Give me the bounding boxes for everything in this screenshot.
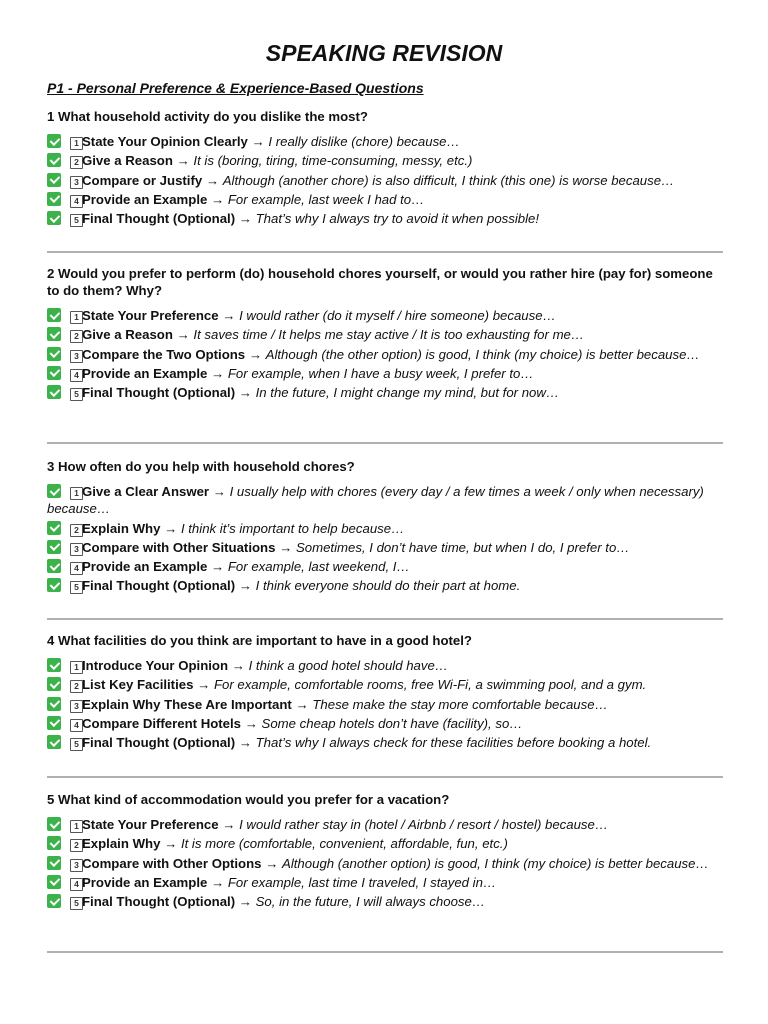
arrow-icon: → bbox=[211, 559, 225, 575]
answer-step bbox=[47, 210, 723, 227]
answer-step bbox=[47, 191, 723, 208]
step-example-text: I usually help with chores (every day / a few times a week / only when necessary) because… bbox=[47, 484, 704, 517]
step-example-text: Although (another option) is good, I think (my choice) is better because… bbox=[282, 855, 709, 871]
step-label: Give a Clear Answer bbox=[82, 484, 210, 499]
arrow-icon: → bbox=[231, 658, 245, 673]
step-example-text: So, in the future, I will always choose… bbox=[255, 894, 486, 910]
arrow-icon: → bbox=[164, 836, 178, 852]
arrow-icon: → bbox=[238, 735, 252, 751]
step-label: State Your Opinion Clearly bbox=[82, 134, 248, 149]
step-label: Compare the Two Options bbox=[82, 346, 246, 362]
answer-steps-list bbox=[47, 483, 723, 595]
check-mark-icon bbox=[47, 484, 61, 498]
question-section bbox=[47, 108, 723, 229]
arrow-icon: → bbox=[244, 715, 258, 731]
answer-step bbox=[47, 346, 723, 363]
step-example-text: Some cheap hotels don’t have (facility), so… bbox=[261, 715, 523, 731]
check-mark-icon bbox=[47, 658, 61, 672]
question-heading: 5 What kind of accommodation would you prefer for a vacation? bbox=[47, 792, 450, 807]
step-label: Final Thought (Optional) bbox=[82, 735, 236, 751]
step-number-icon: 4 bbox=[70, 562, 83, 575]
check-mark-icon bbox=[47, 817, 61, 831]
check-mark-icon bbox=[47, 211, 61, 225]
arrow-icon: → bbox=[238, 385, 252, 401]
arrow-icon: → bbox=[197, 677, 211, 693]
step-example-text: Although (another chore) is also difficult, I think (this one) is worse because… bbox=[222, 172, 675, 188]
step-label: Explain Why These Are Important bbox=[82, 696, 292, 712]
answer-step bbox=[47, 816, 723, 833]
arrow-icon: → bbox=[212, 484, 226, 499]
step-example-text: That’s why I always try to avoid it when possible! bbox=[255, 211, 540, 227]
section-divider bbox=[47, 618, 723, 620]
step-number-icon: 2 bbox=[70, 680, 83, 693]
check-mark-icon bbox=[47, 894, 61, 908]
step-example-text: That’s why I always check for these facilities before booking a hotel. bbox=[255, 735, 652, 751]
step-example-text: For example, last week I had to… bbox=[227, 191, 425, 207]
step-label: Provide an Example bbox=[82, 874, 208, 890]
step-label: Compare with Other Situations bbox=[82, 539, 276, 555]
check-mark-icon bbox=[47, 153, 61, 167]
question-section bbox=[47, 632, 723, 753]
step-number-icon: 1 bbox=[70, 661, 83, 674]
step-number-icon: 5 bbox=[70, 897, 83, 910]
arrow-icon: → bbox=[295, 696, 309, 712]
arrow-icon: → bbox=[238, 578, 252, 594]
step-label: Compare with Other Options bbox=[82, 855, 262, 871]
check-mark-icon bbox=[47, 735, 61, 749]
step-example-text: I think everyone should do their part at home. bbox=[255, 578, 521, 594]
arrow-icon: → bbox=[164, 520, 178, 536]
arrow-icon: → bbox=[238, 894, 252, 910]
step-number-icon: 3 bbox=[70, 176, 83, 189]
step-number-icon: 1 bbox=[70, 487, 83, 500]
check-mark-icon bbox=[47, 875, 61, 889]
check-mark-icon bbox=[47, 856, 61, 870]
arrow-icon: → bbox=[211, 365, 225, 381]
check-mark-icon bbox=[47, 716, 61, 730]
arrow-icon: → bbox=[222, 817, 236, 832]
answer-steps-list bbox=[47, 657, 723, 751]
check-mark-icon bbox=[47, 308, 61, 322]
check-mark-icon bbox=[47, 385, 61, 399]
arrow-icon: → bbox=[211, 874, 225, 890]
step-example-text: I think a good hotel should have… bbox=[248, 658, 448, 673]
section-divider bbox=[47, 251, 723, 253]
check-mark-icon bbox=[47, 134, 61, 148]
section-divider bbox=[47, 776, 723, 778]
question-heading: 3 How often do you help with household chores? bbox=[47, 459, 355, 474]
step-label: Provide an Example bbox=[82, 559, 208, 575]
step-number-icon: 5 bbox=[70, 738, 83, 751]
step-label: State Your Preference bbox=[82, 817, 219, 832]
answer-step bbox=[47, 326, 723, 343]
question-heading: 2 Would you prefer to perform (do) household chores yourself, or would you rather hire (pay for) someone to do them? Why? bbox=[47, 266, 713, 298]
answer-step bbox=[47, 483, 723, 518]
step-label: Explain Why bbox=[82, 836, 161, 852]
step-label: List Key Facilities bbox=[82, 677, 194, 693]
step-number-icon: 4 bbox=[70, 878, 83, 891]
step-number-icon: 5 bbox=[70, 581, 83, 594]
answer-step bbox=[47, 172, 723, 189]
step-number-icon: 5 bbox=[70, 388, 83, 401]
question-section bbox=[47, 458, 723, 597]
check-mark-icon bbox=[47, 677, 61, 691]
answer-step bbox=[47, 365, 723, 382]
answer-step bbox=[47, 307, 723, 324]
step-number-icon: 4 bbox=[70, 719, 83, 732]
step-example-text: I think it’s important to help because… bbox=[180, 520, 405, 536]
arrow-icon: → bbox=[205, 172, 220, 188]
step-label: Compare or Justify bbox=[82, 172, 203, 188]
step-label: Compare Different Hotels bbox=[82, 715, 242, 731]
step-example-text: It is more (comfortable, convenient, affordable, fun, etc.) bbox=[180, 836, 508, 852]
answer-step bbox=[47, 874, 723, 891]
answer-steps-list bbox=[47, 307, 723, 401]
section-divider bbox=[47, 442, 723, 444]
answer-step bbox=[47, 835, 723, 852]
answer-steps-list bbox=[47, 133, 723, 227]
answer-step bbox=[47, 384, 723, 401]
check-mark-icon bbox=[47, 521, 61, 535]
step-example-text: For example, last weekend, I… bbox=[227, 559, 410, 575]
step-number-icon: 2 bbox=[70, 156, 83, 169]
check-mark-icon bbox=[47, 327, 61, 341]
answer-step bbox=[47, 715, 723, 732]
step-number-icon: 3 bbox=[70, 859, 83, 872]
arrow-icon: → bbox=[176, 327, 190, 343]
check-mark-icon bbox=[47, 173, 61, 187]
step-number-icon: 2 bbox=[70, 524, 83, 537]
step-number-icon: 1 bbox=[70, 820, 83, 833]
step-example-text: It is (boring, tiring, time-consuming, messy, etc.) bbox=[193, 153, 473, 169]
step-label: Final Thought (Optional) bbox=[82, 385, 236, 401]
step-number-icon: 4 bbox=[70, 369, 83, 382]
check-mark-icon bbox=[47, 192, 61, 206]
step-number-icon: 1 bbox=[70, 311, 83, 324]
answer-step bbox=[47, 539, 723, 556]
arrow-icon: → bbox=[176, 153, 190, 169]
arrow-icon: → bbox=[279, 539, 293, 555]
answer-step bbox=[47, 734, 723, 751]
step-label: Give a Reason bbox=[82, 153, 173, 169]
step-label: Explain Why bbox=[82, 520, 161, 536]
answer-step bbox=[47, 577, 723, 594]
step-number-icon: 1 bbox=[70, 137, 83, 150]
step-number-icon: 3 bbox=[70, 700, 83, 713]
step-example-text: In the future, I might change my mind, but for now… bbox=[255, 385, 560, 401]
step-example-text: Sometimes, I don’t have time, but when I do, I prefer to… bbox=[295, 539, 630, 555]
question-section bbox=[47, 791, 723, 912]
page-title: SPEAKING REVISION bbox=[265, 40, 503, 66]
check-mark-icon bbox=[47, 347, 61, 361]
check-mark-icon bbox=[47, 697, 61, 711]
arrow-icon: → bbox=[222, 308, 236, 323]
step-example-text: Although (the other option) is good, I think (my choice) is better because… bbox=[265, 346, 700, 362]
step-number-icon: 3 bbox=[70, 543, 83, 556]
answer-step bbox=[47, 893, 723, 910]
step-label: Introduce Your Opinion bbox=[82, 658, 229, 673]
step-label: Final Thought (Optional) bbox=[82, 894, 236, 910]
step-example-text: For example, when I have a busy week, I prefer to… bbox=[227, 365, 534, 381]
page-subtitle: P1 - Personal Preference & Experience-Based Questions bbox=[47, 80, 424, 96]
step-label: Provide an Example bbox=[82, 365, 208, 381]
step-number-icon: 2 bbox=[70, 330, 83, 343]
answer-steps-list bbox=[47, 816, 723, 910]
step-number-icon: 2 bbox=[70, 839, 83, 852]
step-label: Give a Reason bbox=[82, 327, 173, 343]
check-mark-icon bbox=[47, 559, 61, 573]
step-example-text: It saves time / It helps me stay active / It is too exhausting for me… bbox=[193, 327, 585, 343]
check-mark-icon bbox=[47, 540, 61, 554]
step-label: Final Thought (Optional) bbox=[82, 578, 236, 594]
answer-step bbox=[47, 558, 723, 575]
answer-step bbox=[47, 855, 723, 872]
question-heading: 1 What household activity do you dislike the most? bbox=[47, 109, 368, 124]
arrow-icon: → bbox=[265, 855, 279, 871]
step-example-text: These make the stay more comfortable because… bbox=[312, 696, 608, 712]
answer-step bbox=[47, 696, 723, 713]
answer-step bbox=[47, 520, 723, 537]
section-divider bbox=[47, 951, 723, 953]
question-section bbox=[47, 265, 723, 403]
step-example-text: For example, comfortable rooms, free Wi-Fi, a swimming pool, and a gym. bbox=[213, 677, 647, 693]
step-example-text: I would rather (do it myself / hire someone) because… bbox=[239, 308, 556, 323]
arrow-icon: → bbox=[251, 134, 265, 149]
answer-step bbox=[47, 657, 723, 674]
check-mark-icon bbox=[47, 578, 61, 592]
answer-step bbox=[47, 152, 723, 169]
step-number-icon: 3 bbox=[70, 350, 83, 363]
arrow-icon: → bbox=[211, 191, 225, 207]
arrow-icon: → bbox=[248, 346, 262, 362]
answer-step bbox=[47, 676, 723, 693]
step-number-icon: 5 bbox=[70, 214, 83, 227]
step-example-text: I would rather stay in (hotel / Airbnb / resort / hostel) because… bbox=[239, 817, 609, 832]
step-number-icon: 4 bbox=[70, 195, 83, 208]
step-label: Provide an Example bbox=[82, 191, 208, 207]
step-example-text: For example, last time I traveled, I stayed in… bbox=[227, 874, 497, 890]
check-mark-icon bbox=[47, 366, 61, 380]
step-label: State Your Preference bbox=[82, 308, 219, 323]
arrow-icon: → bbox=[238, 211, 252, 227]
question-heading: 4 What facilities do you think are important to have in a good hotel? bbox=[47, 633, 472, 648]
step-label: Final Thought (Optional) bbox=[82, 211, 236, 227]
answer-step bbox=[47, 133, 723, 150]
step-example-text: I really dislike (chore) because… bbox=[268, 134, 460, 149]
check-mark-icon bbox=[47, 836, 61, 850]
